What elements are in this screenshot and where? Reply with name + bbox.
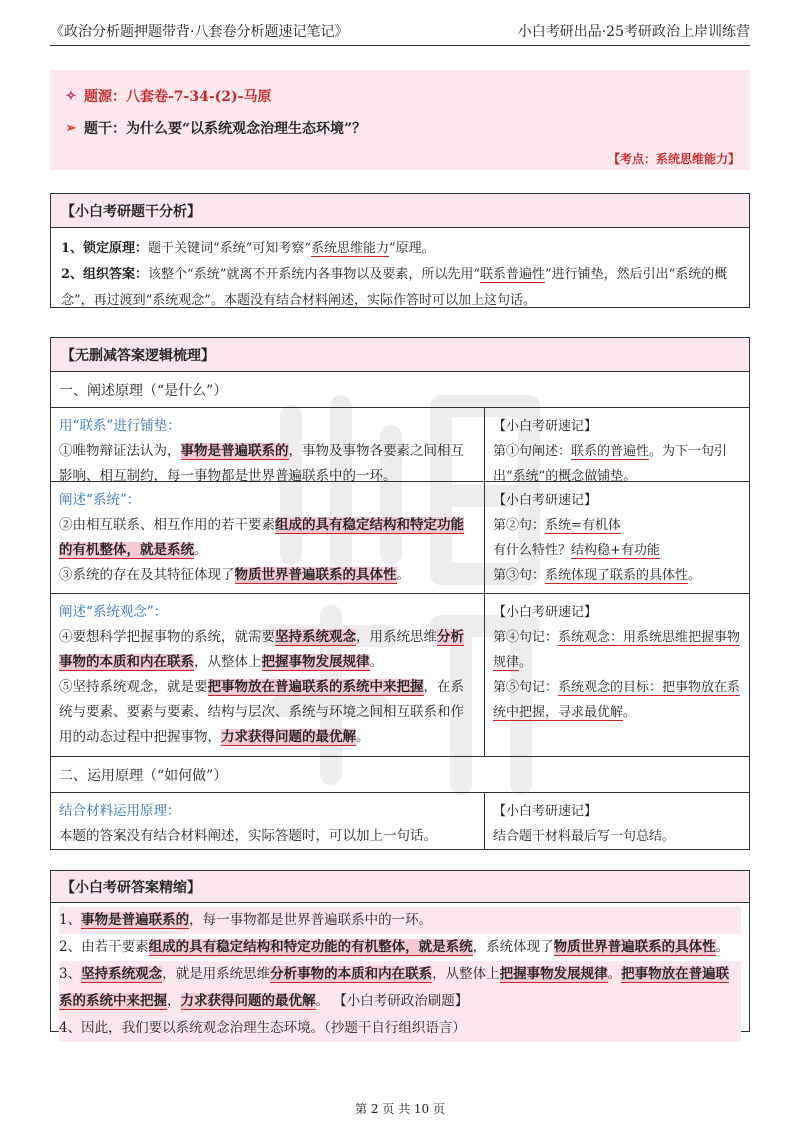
header-brand: 小白考研出品·25考研政治上岸训练营 [517, 24, 750, 40]
refine-title: 【小白考研答案精缩】 [51, 871, 749, 903]
refine-box [50, 870, 750, 1036]
logic-row-1-content: 用“联系”进行铺垫： ①唯物辩证法认为，事物是普遍联系的，事物及事物各要素之间相互影响、相互制约，每一事物都是世界普遍联系中的一环。 [51, 408, 485, 481]
stem-text: 题干：为什么要“以系统观念治理生态环境”？ [84, 121, 367, 137]
row-heading: 阐述“系统”： [59, 492, 141, 508]
note-title: 【小白考研速记】 [493, 605, 598, 620]
refine-line-3: 3、坚持系统观念，就是用系统思维分析事物的本质和内在联系，从整体上把握事物发展规律。把事物放在普遍联系的系统中来把握，力求获得问题的最优解。 【小白考研政治刷题】 [59, 961, 741, 1015]
analysis-title: 【小白考研题干分析】 [51, 194, 749, 228]
analysis-point-2: 2、组织答案：该整个“系统”就离不开系统内各事物以及要素，所以先用“联系普遍性”进行铺垫，然后引出“系统的概念”，再过渡到“系统观念”。本题没有结合材料阐述，实际作答时可以加上这句话。 [61, 267, 728, 308]
logic-row-2-content: 阐述“系统”： ②由相互联系、相互作用的若干要素组成的具有稳定结构和特定功能的有机整体，就是系统。 ③系统的存在及其特征体现了物质世界普遍联系的具体性。 [51, 482, 485, 593]
logic-row-2-note: 【小白考研速记】 第②句：系统=有机体 有什么特性？结构稳+有功能 第③句：系统体现了联系的具体性。 [485, 482, 749, 593]
arrow-icon: ➢ [65, 120, 77, 136]
row-heading: 结合材料运用原理： [59, 803, 181, 819]
logic-row-4-note: 【小白考研速记】 结合题干材料最后写一句总结。 [485, 793, 749, 849]
section-heading-1: 一、阐述原理（“是什么”） [51, 372, 749, 408]
analysis-body [51, 228, 749, 322]
note-title: 【小白考研速记】 [493, 493, 598, 508]
logic-box [50, 337, 750, 850]
logic-row-4 [51, 793, 749, 849]
logic-row-3-content: 阐述“系统观念”： ④要想科学把握事物的系统，就需要坚持系统观念，用系统思维分析事物的本质和内在联系，从整体上把握事物发展规律。 ⑤坚持系统观念，就是要把事物放在普遍联系的系统中来把握，在系统与要素、要素与要素、结构与层次、系统与环境之间相互联系和作用的动态过程中把握事物，力求获得问题的最优解。 [51, 594, 485, 756]
logic-row-3-note: 【小白考研速记】 第④句记：系统观念：用系统思维把握事物规律。 第⑤句记：系统观念的目标：把事物放在系统中把握，寻求最优解。 [485, 594, 749, 756]
page-number: 第 2 页 共 10 页 [355, 1102, 445, 1116]
row-heading: 阐述“系统观念”： [59, 604, 168, 620]
logic-row-2 [51, 482, 749, 594]
section-heading-2: 二、运用原理（“如何做”） [51, 757, 749, 793]
logic-row-1 [51, 408, 749, 482]
header-title: 《政治分析题押题带背·八套卷分析题速记笔记》 [50, 24, 349, 40]
diamond-icon: ✧ [65, 88, 77, 104]
note-title: 【小白考研速记】 [493, 419, 598, 434]
note-title: 【小白考研速记】 [493, 804, 598, 819]
logic-row-1-note: 【小白考研速记】 第①句阐述：联系的普遍性。为下一句引出“系统”的概念做铺垫。 [485, 408, 749, 481]
question-source-box [50, 70, 750, 170]
logic-row-4-content: 结合材料运用原理： 本题的答案没有结合材料阐述，实际答题时，可以加上一句话。 [51, 793, 485, 849]
source-line [58, 86, 271, 106]
stem-line [58, 118, 366, 138]
analysis-point-1: 1、锁定原理：题干关键词“系统”可知考察“系统思维能力”原理。 [61, 241, 435, 256]
page-header [50, 22, 750, 46]
logic-row-3 [51, 594, 749, 757]
row-heading: 用“联系”进行铺垫： [59, 418, 181, 434]
kaodian-tag: 【考点：系统思维能力】 [607, 152, 740, 166]
refine-line-1: 1、事物是普遍联系的，每一事物都是世界普遍联系中的一环。 [59, 907, 741, 934]
refine-body [51, 903, 749, 1046]
refine-line-4: 4、因此，我们要以系统观念治理生态环境。（抄题干自行组织语言） [59, 1015, 741, 1042]
refine-line-2: 2、由若干要素组成的具有稳定结构和特定功能的有机整体，就是系统，系统体现了物质世界普遍联系的具体性。 [59, 939, 730, 955]
source-text: 题源：八套卷-7-34-(2)-马原 [84, 89, 272, 105]
logic-title: 【无删减答案逻辑梳理】 [51, 338, 749, 372]
analysis-box [50, 193, 750, 308]
